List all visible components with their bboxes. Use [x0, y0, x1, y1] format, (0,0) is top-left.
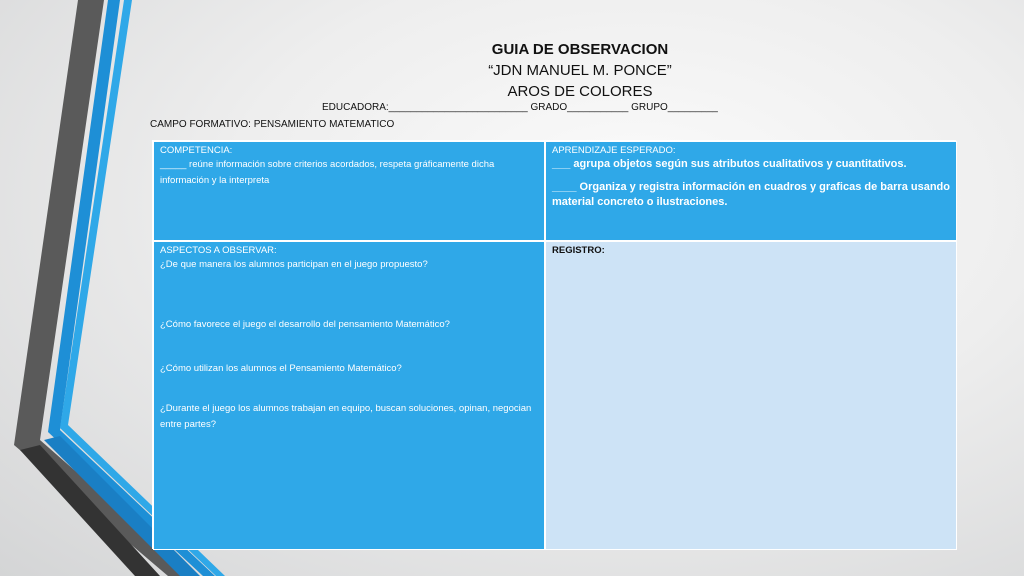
observation-table: [152, 140, 956, 549]
educadora-grado-grupo-line: EDUCADORA:_________________________ GRADO___________ GRUPO_________: [322, 102, 718, 113]
page-title: GUIA DE OBSERVACION: [491, 41, 669, 58]
aspecto-question: ¿De que manera los alumnos participan en el juego propuesto?: [160, 259, 428, 270]
campo-formativo: CAMPO FORMATIVO: PENSAMIENTO MATEMATICO: [150, 119, 395, 130]
competencia-label: COMPETENCIA:: [160, 145, 233, 156]
registro-cell[interactable]: [545, 241, 957, 550]
aprendizaje-item: ___ agrupa objetos según sus atributos cualitativos y cuantitativos.: [552, 158, 907, 170]
title-block: [320, 40, 840, 102]
school-name: “JDN MANUEL M. PONCE”: [488, 62, 672, 79]
aprendizaje-label: APRENDIZAJE ESPERADO:: [552, 145, 676, 156]
activity-name: AROS DE COLORES: [507, 83, 653, 100]
aprendizaje-cell: [545, 141, 957, 241]
aprendizaje-item: ____ Organiza y registra información en cuadros y graficas de barra usando material concreto o ilustraciones.: [552, 181, 950, 208]
registro-label: REGISTRO:: [552, 245, 605, 256]
aspectos-cell: [153, 241, 545, 550]
aspecto-question: ¿Durante el juego los alumnos trabajan en equipo, buscan soluciones, opinan, negocian entre partes?: [160, 403, 532, 430]
aspectos-label: ASPECTOS A OBSERVAR:: [160, 245, 277, 256]
aspecto-question: ¿Cómo utilizan los alumnos el Pensamiento Matemático?: [160, 363, 402, 374]
competencia-text: _____ reúne información sobre criterios acordados, respeta gráficamente dicha información y la interpreta: [160, 159, 495, 186]
aspecto-question: ¿Cómo favorece el juego el desarrollo del pensamiento Matemático?: [160, 319, 450, 330]
competencia-cell: [153, 141, 545, 241]
